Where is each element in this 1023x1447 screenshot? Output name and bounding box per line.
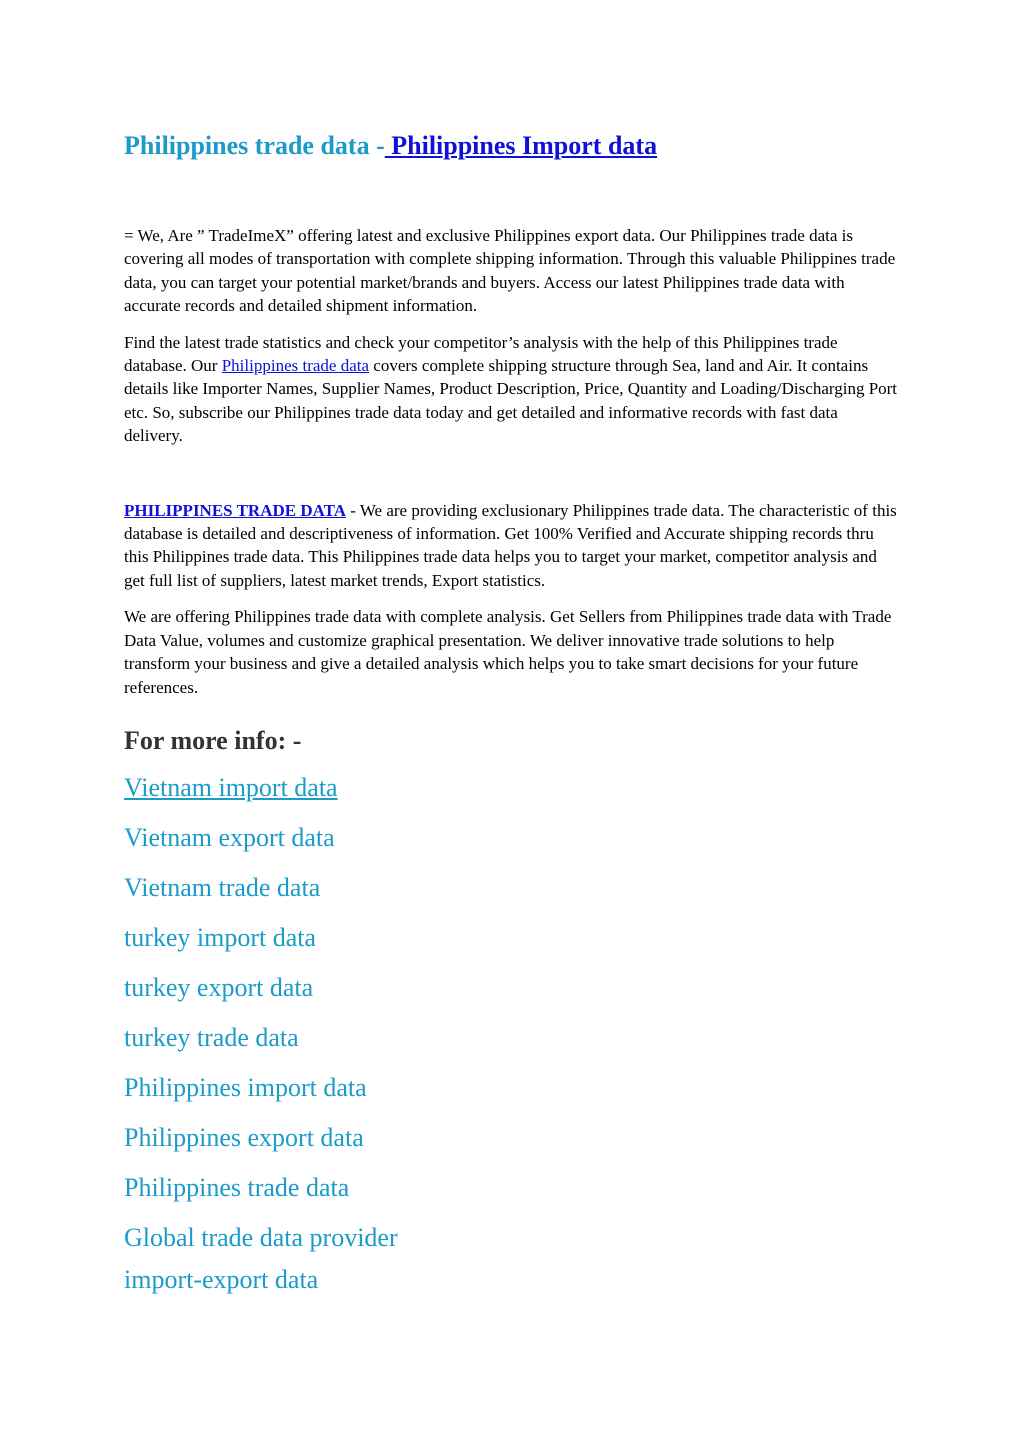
link-philippines-trade-data[interactable]: Philippines trade data — [124, 1172, 350, 1202]
link-vietnam-trade-data[interactable]: Vietnam trade data — [124, 872, 321, 902]
link-vietnam-export-data[interactable]: Vietnam export data — [124, 822, 335, 852]
philippines-trade-data-link[interactable]: Philippines trade data — [221, 356, 370, 376]
p2-text-after: covers complete shipping structure through Sea, land and Air. It contains details like Importer Names, Supplier Names, Product Description, Price, Quantity and Loading/Discharging Port etc. So, subscribe our Philippines trade data today and get detailed and informative records with fast data delivery. — [124, 356, 898, 446]
link-turkey-export-data[interactable]: turkey export data — [124, 972, 314, 1002]
page-title — [124, 128, 899, 164]
link-turkey-import-data[interactable]: turkey import data — [124, 922, 317, 952]
document-content — [124, 128, 899, 1312]
trade-statistics-paragraph — [124, 331, 899, 448]
link-philippines-export-data[interactable]: Philippines export data — [124, 1122, 364, 1152]
link-turkey-trade-data[interactable]: turkey trade data — [124, 1022, 299, 1052]
p3-text-after: - We are providing exclusionary Philippines trade data. The characteristic of this database is detailed and descriptiveness of information. Get 100% Verified and Accurate shipping records thru this Philippines trade data. This Philippines trade data helps you to target your market, competitor analysis and get full list of suppliers, latest market trends, Export statistics. — [124, 500, 897, 590]
more-info-heading: For more info: - — [124, 725, 302, 755]
philippines-trade-data-bold-link[interactable]: PHILIPPINES TRADE DATA — [124, 500, 346, 520]
analysis-paragraph: We are offering Philippines trade data with complete analysis. Get Sellers from Philippines trade data with Trade Data Value, volumes and customize graphical presentation. We deliver innovative trade solutions to help transform your business and give a detailed analysis which helps you to take smart decisions for your future references. — [124, 607, 892, 697]
link-global-trade-data-provider[interactable]: Global trade data provider — [124, 1222, 398, 1252]
intro-paragraph: = We, Are ” TradeImeX” offering latest and exclusive Philippines export data. Our Philippines trade data is covering all modes of transportation with complete shipping information. Through this valuable Philippines trade data, you can target your potential market/brands and buyers. Access our latest Philippines trade data with accurate records and detailed shipment information. — [124, 226, 896, 316]
link-import-export-data[interactable]: import-export data — [124, 1264, 319, 1294]
title-import-data-link[interactable]: Philippines Import data — [384, 131, 658, 160]
more-info-link-list — [124, 770, 899, 1312]
link-vietnam-import-data[interactable]: Vietnam import data — [124, 772, 338, 802]
p2-text-before: Find the latest trade statistics and check your competitor’s analysis with the help of this Philippines trade database. Our — [124, 332, 838, 376]
link-philippines-import-data[interactable]: Philippines import data — [124, 1072, 367, 1102]
title-prefix: Philippines trade data - — [124, 131, 385, 160]
exclusionary-data-paragraph — [124, 499, 899, 593]
